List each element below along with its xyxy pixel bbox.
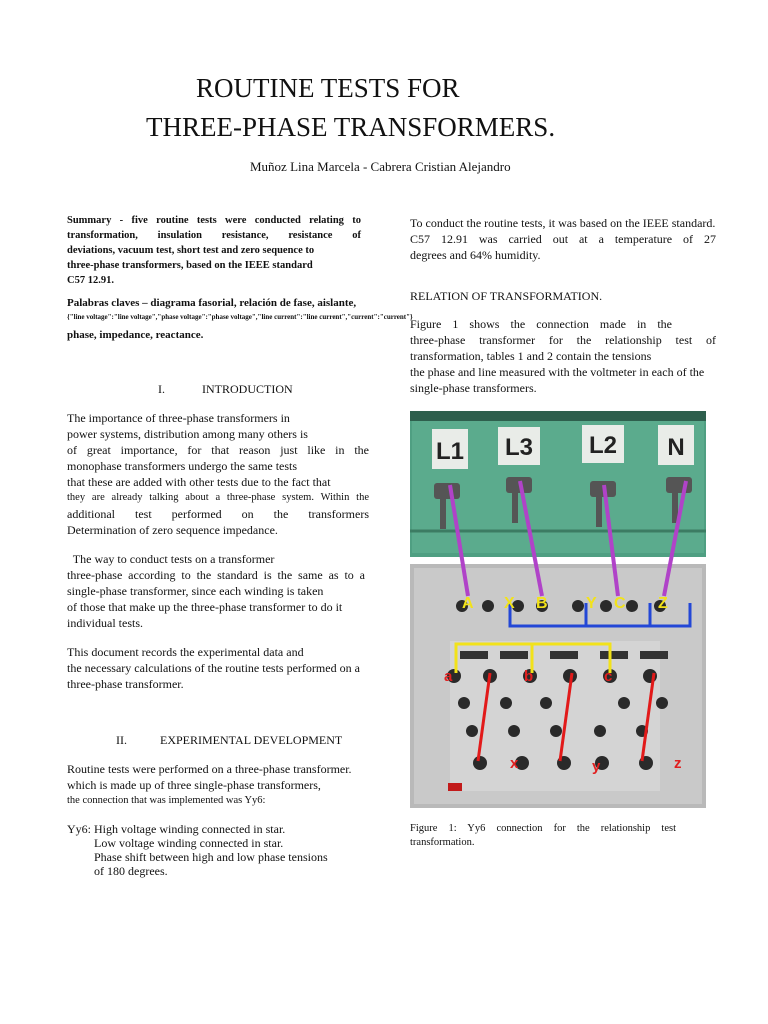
summary-line: Summary - five routine tests were conducted relating to xyxy=(67,215,361,226)
text-line: of those that make up the three-phase transformer to do it xyxy=(67,600,343,614)
text-line: three-phase transformer for the relationship test of xyxy=(410,333,716,347)
text-line: three-phase according to the standard is the same as to a xyxy=(67,568,365,582)
intro-paragraph-2 xyxy=(67,551,365,631)
text-line: of 180 degrees. xyxy=(94,864,168,878)
label-l2: L2 xyxy=(588,432,618,459)
hv-label-a: A xyxy=(462,595,474,612)
text-line: individual tests. xyxy=(67,616,143,630)
text-line: The importance of three-phase transformers in xyxy=(67,411,290,425)
experimental-paragraph xyxy=(67,761,367,809)
text-line: power systems, distribution among many others is xyxy=(67,427,308,441)
section-title-relation: RELATION OF TRANSFORMATION. xyxy=(410,289,603,303)
text-line: Determination of zero sequence impedance. xyxy=(67,523,278,537)
section-number-intro: I. xyxy=(158,382,165,396)
label-l3: L3 xyxy=(504,434,534,461)
lv-label-b: b xyxy=(524,668,534,685)
figure-1 xyxy=(410,411,706,808)
right-paragraph-2 xyxy=(410,316,716,396)
intro-paragraph-3 xyxy=(67,644,371,692)
keywords-end: phase, impedance, reactance. xyxy=(67,329,204,341)
text-line: Phase shift between high and low phase tensions xyxy=(94,850,328,864)
text-line: degrees and 64% humidity. xyxy=(410,248,541,262)
text-line: C57 12.91 was carried out at a temperature of 27 xyxy=(410,232,716,246)
summary-line: deviations, vacuum test, short test and zero sequence to xyxy=(67,245,315,256)
hv-label-c: C xyxy=(614,595,626,612)
hv-label-x: X xyxy=(504,595,515,612)
text-line: Low voltage winding connected in star. xyxy=(94,836,284,850)
section-title-intro: INTRODUCTION xyxy=(202,382,293,396)
hv-label-b: B xyxy=(536,595,548,612)
text-line: they are already talking about a three-phase system. Within the xyxy=(67,492,369,503)
text-line: which is made up of three single-phase transformers, xyxy=(67,778,321,792)
text-line: transformation, tables 1 and 2 contain the tensions xyxy=(410,349,652,363)
title-line-1: ROUTINE TESTS FOR xyxy=(196,73,460,103)
text-line: that these are added with other tests due to the fact that xyxy=(67,475,331,489)
text-line: single-phase transformers. xyxy=(410,381,537,395)
text-line: Yy6: High voltage winding connected in star. xyxy=(67,822,286,836)
text-line: Routine tests were performed on a three-phase transformer. xyxy=(67,762,352,776)
text-line: Figure 1 shows the connection made in the xyxy=(410,317,672,331)
authors: Muñoz Lina Marcela - Cabrera Cristian Alejandro xyxy=(250,159,511,174)
text-line: of great importance, for that reason just like in the xyxy=(67,443,369,457)
summary xyxy=(67,213,361,288)
title-line-2: THREE-PHASE TRANSFORMERS. xyxy=(146,112,556,142)
section-title-exp: EXPERIMENTAL DEVELOPMENT xyxy=(160,733,343,747)
text-line: the connection that was implemented was Yy6: xyxy=(67,795,266,806)
label-n: N xyxy=(667,434,685,461)
intro-paragraph-1 xyxy=(67,410,369,538)
summary-line: three-phase transformers, based on the IEEE standard xyxy=(67,260,313,271)
lv-label-x: x xyxy=(510,755,519,772)
hv-label-y: Y xyxy=(586,595,597,612)
yy6-description xyxy=(67,822,367,878)
text-line: The way to conduct tests on a transformer xyxy=(67,552,275,566)
keywords: Palabras claves – diagrama fasorial, relación de fase, aislante, xyxy=(67,297,357,309)
lv-label-c: c xyxy=(604,668,613,685)
figure-1-photo xyxy=(410,411,706,808)
text-line: the necessary calculations of the routine tests performed on a xyxy=(67,661,360,675)
lv-label-z: z xyxy=(674,755,682,772)
text-line: To conduct the routine tests, it was based on the IEEE standard. xyxy=(410,216,716,230)
section-number-exp: II. xyxy=(116,733,127,747)
label-l1: L1 xyxy=(435,438,465,465)
text-line: single-phase transformer, since each winding is taken xyxy=(67,584,324,598)
keywords-overlay: {"line voltage":"line voltage","phase voltage":"phase voltage","line current":"line current","current":"current"} xyxy=(67,313,413,321)
text-line: This document records the experimental data and xyxy=(67,645,304,659)
hv-label-z: Z xyxy=(658,595,668,612)
lv-label-a: a xyxy=(444,668,453,685)
right-paragraph-1 xyxy=(410,215,716,263)
figure-1-caption: Figure 1: Yy6 connection for the relationship test transformation. xyxy=(410,823,676,848)
lv-label-y: y xyxy=(592,758,601,775)
text-line: additional test performed on the transformers xyxy=(67,507,369,521)
summary-line: transformation, insulation resistance, resistance of xyxy=(67,230,361,241)
text-line: three-phase transformer. xyxy=(67,677,184,691)
summary-line: C57 12.91. xyxy=(67,275,114,286)
text-line: the phase and line measured with the voltmeter in each of the xyxy=(410,365,705,379)
text-line: monophase transformers undergo the same tests xyxy=(67,459,298,473)
